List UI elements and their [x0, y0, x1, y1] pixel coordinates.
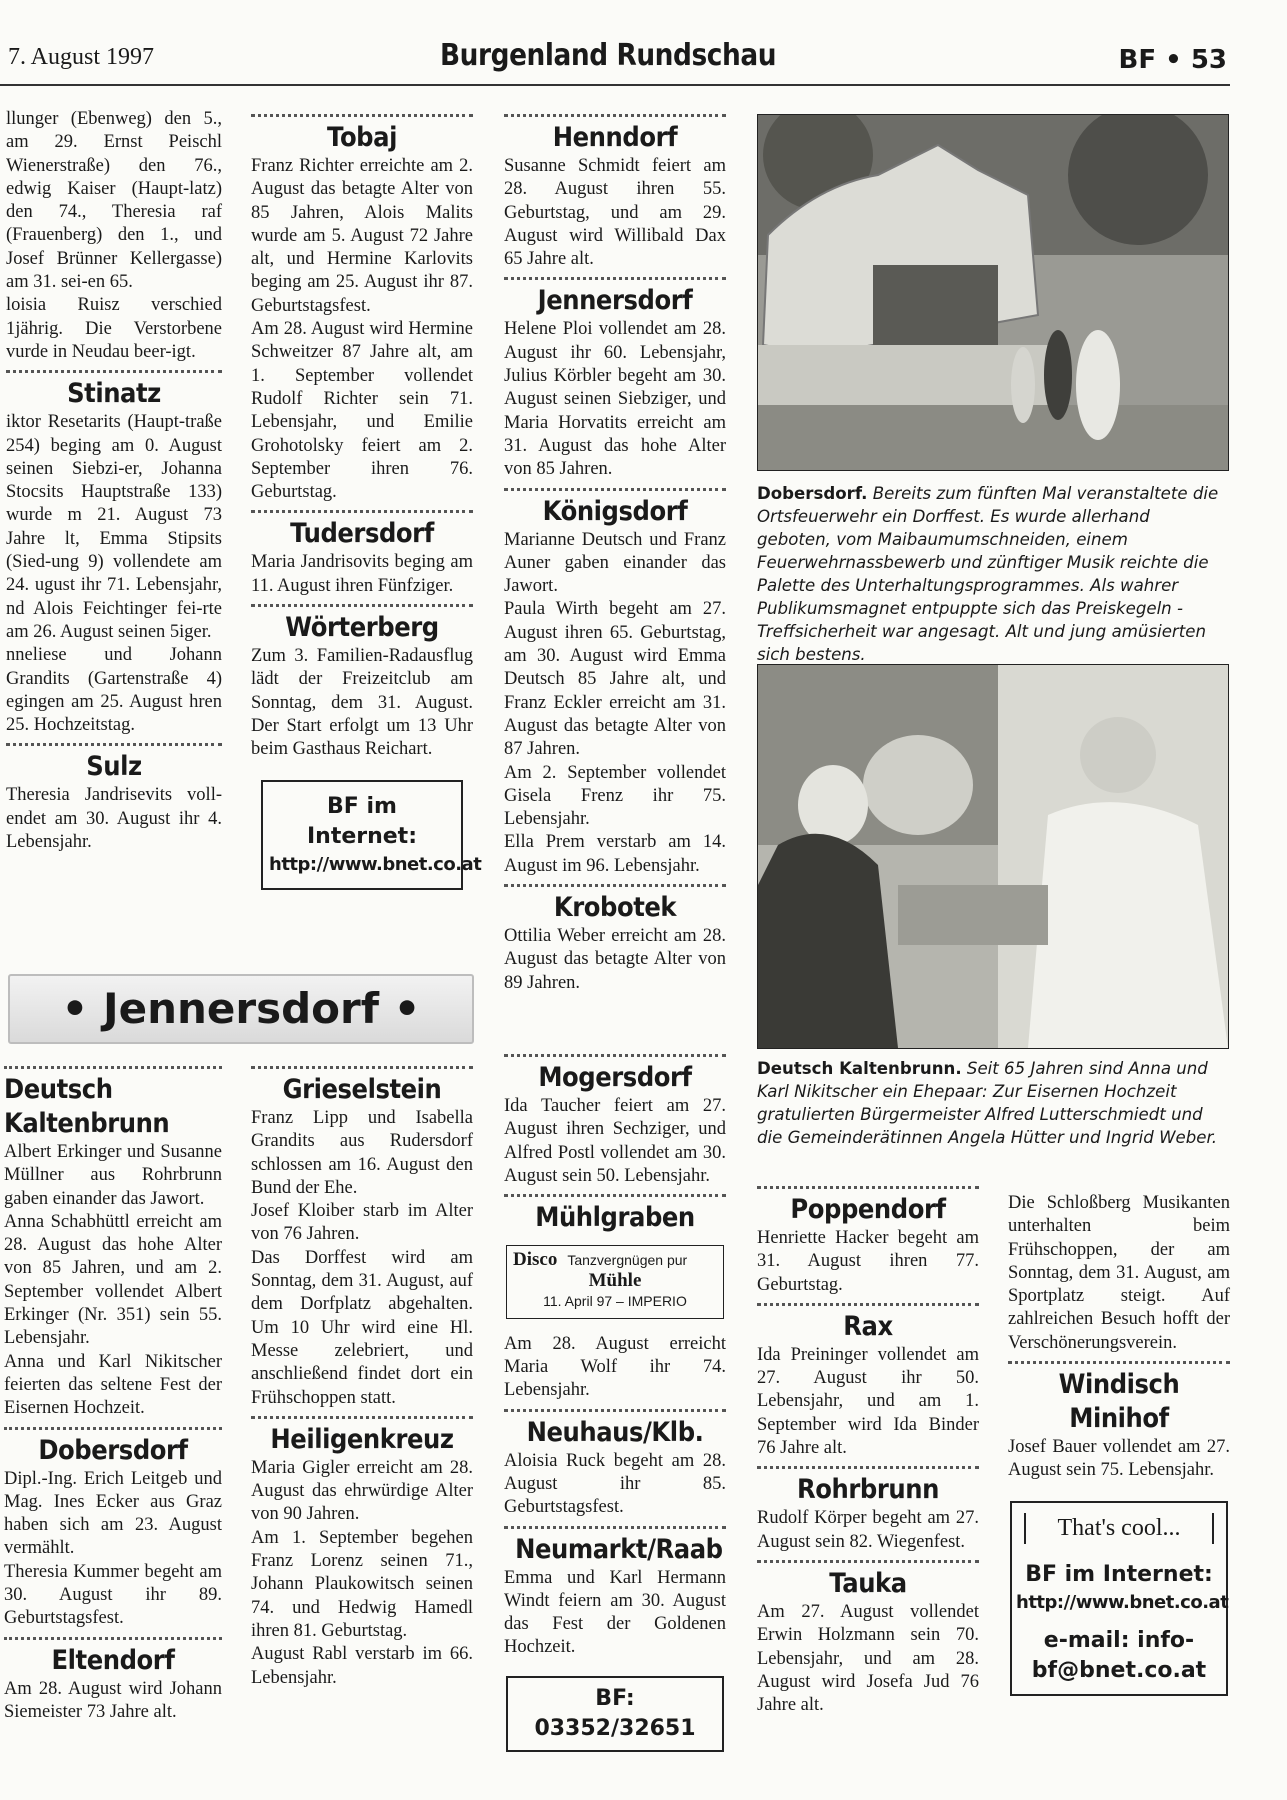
section-heading: Rax: [843, 1310, 893, 1342]
photo-couple: [757, 664, 1229, 1049]
article-text: Am 28. August wird Hermine Schweitzer 87 Jahre alt, am 1. September vollendet Rudolf Richter sein 71. Lebensjahr, und Emilie Grohotolsky feiert am 2. September ihren 76. Geburtstag.: [251, 319, 473, 503]
section-heading: Neumarkt/Raab: [515, 1533, 723, 1565]
dotted-separator: [6, 743, 222, 746]
contact-box-email-domain[interactable]: bf@bnet.co.at: [1031, 1657, 1207, 1683]
lower-column-4: [757, 1180, 979, 1717]
section-heading: Krobotek: [553, 892, 677, 924]
article-text: iktor Resetarits (Haupt-traße 254) beging am 0. August seinen Siebzi-er, Johanna Stocsits Hauptstraße 133) wurde m 21. August 73 Jahre lt, Emma Stipsits (Sied-ung 9) vollendete am 24. ugust ihr 71. Lebensjahr, nd Alois Feichtinger fei-rte am 26. August seinen 5iger.: [6, 412, 222, 642]
section-heading: Tudersdorf: [290, 518, 434, 550]
section-heading: Tauka: [829, 1567, 907, 1599]
dotted-separator: [251, 604, 473, 607]
section-heading: Deutsch Kaltenbrunn: [4, 1074, 170, 1139]
article-text: Josef Bauer vollendet am 27. August sein 75. Lebensjahr.: [1008, 1437, 1230, 1481]
caption-place: Deutsch Kaltenbrunn.: [757, 1059, 962, 1078]
article-text: Am 28. August erreicht Maria Wolf ihr 74. Lebensjahr.: [504, 1333, 726, 1401]
photo-bouncy-castle-image: [758, 115, 1228, 470]
dotted-separator: [757, 1186, 979, 1189]
newspaper-title: Burgenland Rundschau: [440, 38, 777, 73]
article-text: Helene Ploi vollendet am 28. August ihr 60. Lebensjahr, Julius Körbler begeht am 30. August seinen Siebziger, und Maria Horvatits erreicht am 31. August das hohe Alter von 85 Jahren.: [504, 319, 726, 480]
article-text: Ida Preininger vollendet am 27. August ihr 50. Lebensjahr, und am 1. September wird Ida Binder 76 Jahre alt.: [757, 1344, 979, 1459]
section-heading: Rohrbrunn: [797, 1474, 939, 1506]
disco-date: 11. April 97 – IMPERIO: [543, 1293, 687, 1310]
dotted-separator: [1008, 1361, 1230, 1364]
article-text: Am 2. September vollendet Gisela Frenz ihr 75. Lebensjahr.: [504, 762, 726, 830]
dotted-separator: [504, 1054, 726, 1057]
section-heading: Mogersdorf: [538, 1062, 692, 1093]
dotted-separator: [251, 1066, 473, 1069]
article-text: Die Schloßberg Musikanten unterhalten beim Frühschoppen, der am Sonntag, dem 31. August, am Sportplatz steigt. Auf zahlreichen Besuch hofft der Verschönerungsverein.: [1008, 1193, 1230, 1353]
article-text: Das Dorffest wird am Sonntag, dem 31. August, auf dem Dorfplatz abgehalten. Um 10 Uhr wird eine Hl. Messe zelebriert, und anschließend findet dort ein Frühschoppen statt.: [251, 1247, 473, 1408]
section-heading: Heiligenkreuz: [270, 1423, 454, 1455]
article-text: Ella Prem verstarb am 14. August im 96. Lebensjahr.: [504, 832, 726, 876]
article-text: Aloisia Ruck begeht am 28. August ihr 85. Geburtstagsfest.: [504, 1450, 726, 1518]
contact-box-url[interactable]: http://www.bnet.co.at: [1016, 1591, 1229, 1613]
dotted-separator: [4, 1427, 222, 1430]
section-heading: Jennersdorf: [537, 285, 693, 317]
section-heading: Königsdorf: [542, 495, 688, 527]
article-text: Albert Erkinger und Susanne Müllner aus Rohrbrunn gaben einander das Jawort.: [4, 1142, 222, 1209]
article-text: Marianne Deutsch und Franz Auner gaben einander das Jawort.: [504, 529, 726, 597]
article-text: Theresia Kummer begeht am 30. August ihr 89. Geburtstagsfest.: [4, 1561, 222, 1629]
caption-place: Dobersdorf.: [757, 484, 868, 503]
article-text: llunger (Ebenweg) den 5., am 29. Ernst Peischl Wienerstraße) den 76., edwig Kaiser (Haupt-latz) den 74., Theresia raf (Frauenberg) den 1., und Josef Brünner Kellergasse) am 31. sei-en 65.: [6, 109, 222, 293]
article-text: Anna und Karl Nikitscher feierten das seltene Fest der Eisernen Hochzeit.: [4, 1351, 222, 1419]
section-heading: Tobaj: [327, 122, 397, 153]
section-heading: Grieselstein: [282, 1074, 442, 1105]
dotted-separator: [757, 1303, 979, 1306]
column-3: [504, 108, 726, 995]
dotted-separator: [504, 1409, 726, 1412]
dotted-separator: [251, 1416, 473, 1419]
article-text: Ottilia Weber erreicht am 28. August das betagte Alter von 89 Jahren.: [504, 926, 726, 993]
disco-name: Mühle: [588, 1270, 642, 1292]
section-heading: Dobersdorf: [38, 1434, 188, 1466]
lower-column-1: [4, 1060, 222, 1724]
header-rule: [0, 84, 1230, 86]
issue-date: 7. August 1997: [8, 44, 155, 70]
dotted-separator: [4, 1066, 222, 1069]
article-text: Rudolf Körper begeht am 27. August sein 82. Wiegenfest.: [757, 1508, 979, 1552]
column-1: [6, 108, 222, 854]
internet-box-url[interactable]: http://www.bnet.co.at: [269, 853, 482, 875]
section-heading: Eltendorf: [51, 1644, 175, 1676]
internet-box: [261, 780, 482, 890]
article-text: Susanne Schmidt feiert am 28. August ihren 55. Geburtstag, und am 29. August wird Willibald Dax 65 Jahre alt.: [504, 156, 726, 270]
dotted-separator: [504, 884, 726, 887]
section-heading: Neuhaus/Klb.: [526, 1416, 704, 1448]
article-text: Anna Schabhüttl erreicht am 28. August das hohe Alter von 85 Jahren, und am 2. September vollendet Albert Erkinger (Nr. 351) sein 55. Lebensjahr.: [4, 1211, 222, 1349]
section-banner-jennersdorf: • Jennersdorf •: [8, 974, 474, 1044]
section-heading: Windisch Minihof: [1058, 1369, 1180, 1435]
dotted-separator: [757, 1560, 979, 1563]
article-text: Henriette Hacker begeht am 31. August ihren 77. Geburtstag.: [757, 1228, 979, 1295]
caption-text: Seit 65 Jahren sind Anna und Karl Nikitscher ein Ehepaar: Zur Eisernen Hochzeit gratulierten Bürgermeister Alfred Lutterschmiedt und die Gemeinderätinnen Angela Hütter und Ingrid Weber.: [757, 1059, 1218, 1147]
article-text: Maria Jandrisovits beging am 11. August ihren Fünfziger.: [251, 552, 473, 596]
photo-caption-dobersdorf: [757, 482, 1227, 666]
caption-text: Bereits zum fünften Mal veranstaltete die Ortsfeuerwehr ein Dorffest. Es wurde allerhand geboten, vom Maibaumumschneiden, einem Feuerwehrnassbewerb und zünftiger Musik reichte die Palette des Unterhaltungsprogrammes. Als wahrer Publikumsmagnet entpuppte sich das Preiskegeln - Treffsicherheit war angesagt. Alt und jung amüsierten sich bestens.: [757, 484, 1219, 664]
column-2: [251, 108, 482, 908]
dotted-separator: [757, 1466, 979, 1469]
section-heading: Mühlgraben: [535, 1202, 695, 1234]
article-text: Josef Kloiber starb im Alter von 76 Jahren.: [251, 1201, 473, 1245]
section-heading: Sulz: [86, 751, 142, 783]
phone-number: BF: 03352/32651: [534, 1685, 696, 1741]
photo-caption-kaltenbrunn: [757, 1057, 1227, 1149]
section-heading: Stinatz: [67, 378, 161, 410]
article-text: nneliese und Johann Grandits (Gartenstraße 4) egingen am 25. August hren 25. Hochzeitstag.: [6, 645, 222, 736]
contact-box: [1010, 1501, 1228, 1696]
article-text: Paula Wirth begeht am 27. August ihren 65. Geburtstag, am 30. August wird Emma Deutsch 85 Jahre alt, und Franz Eckler erreicht am 31. August das betagte Alter von 87 Jahren.: [504, 599, 726, 760]
dotted-separator: [251, 114, 473, 117]
section-heading: Wörterberg: [285, 612, 439, 644]
dotted-separator: [504, 277, 726, 280]
article-text: Dipl.-Ing. Erich Leitgeb und Mag. Ines Ecker aus Graz haben sich am 23. August vermählt.: [4, 1468, 222, 1559]
section-heading: Poppendorf: [790, 1194, 946, 1225]
disco-subtitle: Tanzvergnügen pur: [567, 1252, 688, 1269]
disco-advert: [506, 1245, 724, 1319]
dotted-separator: [504, 1194, 726, 1197]
article-text: Theresia Jandrisevits voll-endet am 30. August ihr 4. Lebensjahr.: [6, 785, 222, 853]
article-text: Ida Taucher feiert am 27. August ihren Sechziger, und Alfred Postl vollendet am 30. August sein 50. Lebensjahr.: [504, 1096, 726, 1186]
article-text: Emma und Karl Hermann Windt feiern am 30. August das Fest der Goldenen Hochzeit.: [504, 1567, 726, 1658]
article-text: Franz Lipp und Isabella Grandits aus Rudersdorf schlossen am 16. August den Bund der Ehe.: [251, 1108, 473, 1198]
lower-column-2: [251, 1060, 473, 1690]
article-text: Am 28. August wird Johann Siemeister 73 Jahre alt.: [4, 1678, 222, 1722]
article-text: Franz Richter erreichte am 2. August das betagte Alter von 85 Jahren, Alois Malits wurde am 5. August 72 Jahre alt, und Hermine Karlovits beging am 25. August ihr 87. Geburtstagsfest.: [251, 156, 473, 316]
dotted-separator: [4, 1637, 222, 1640]
dotted-separator: [504, 1526, 726, 1529]
thats-cool-label: That's cool...: [1024, 1513, 1214, 1544]
dotted-separator: [6, 370, 222, 373]
dotted-separator: [251, 510, 473, 513]
dotted-separator: [504, 114, 726, 117]
lower-column-5: [1008, 1192, 1230, 1714]
dotted-separator: [504, 488, 726, 491]
page-header: [0, 0, 1287, 90]
section-heading: Henndorf: [552, 122, 678, 153]
contact-box-title: BF im Internet:: [1025, 1561, 1213, 1587]
photo-bouncy-castle: [757, 114, 1229, 471]
lower-column-3: [504, 1048, 726, 1768]
article-text: Zum 3. Familien-Radausflug lädt der Freizeitclub am Sonntag, dem 31. August. Der Start erfolgt um 13 Uhr beim Gasthaus Reichart.: [251, 646, 473, 760]
photo-couple-image: [758, 665, 1228, 1048]
article-text: Maria Gigler erreicht am 28. August das ehrwürdige Alter von 90 Jahren.: [251, 1457, 473, 1525]
article-text: Am 1. September begehen Franz Lorenz seinen 71., Johann Plaukowitsch seinen 74. und Hedwig Hamedl ihren 81. Geburtstag.: [251, 1527, 473, 1641]
article-text: Am 27. August vollendet Erwin Holzmann sein 70. Lebensjahr, und am 28. August wird Josefa Jud 76 Jahre alt.: [757, 1601, 979, 1716]
disco-word: Disco: [513, 1249, 558, 1271]
page-number: BF • 53: [1118, 45, 1227, 75]
contact-box-email[interactable]: e-mail: info-: [1043, 1627, 1195, 1653]
phone-box: [506, 1676, 724, 1752]
internet-box-title: BF im Internet:: [306, 793, 418, 849]
article-text: loisia Ruisz verschied 1jährig. Die Verstorbene vurde in Neudau beer-igt.: [6, 295, 222, 362]
article-text: August Rabl verstarb im 66. Lebensjahr.: [251, 1644, 473, 1688]
